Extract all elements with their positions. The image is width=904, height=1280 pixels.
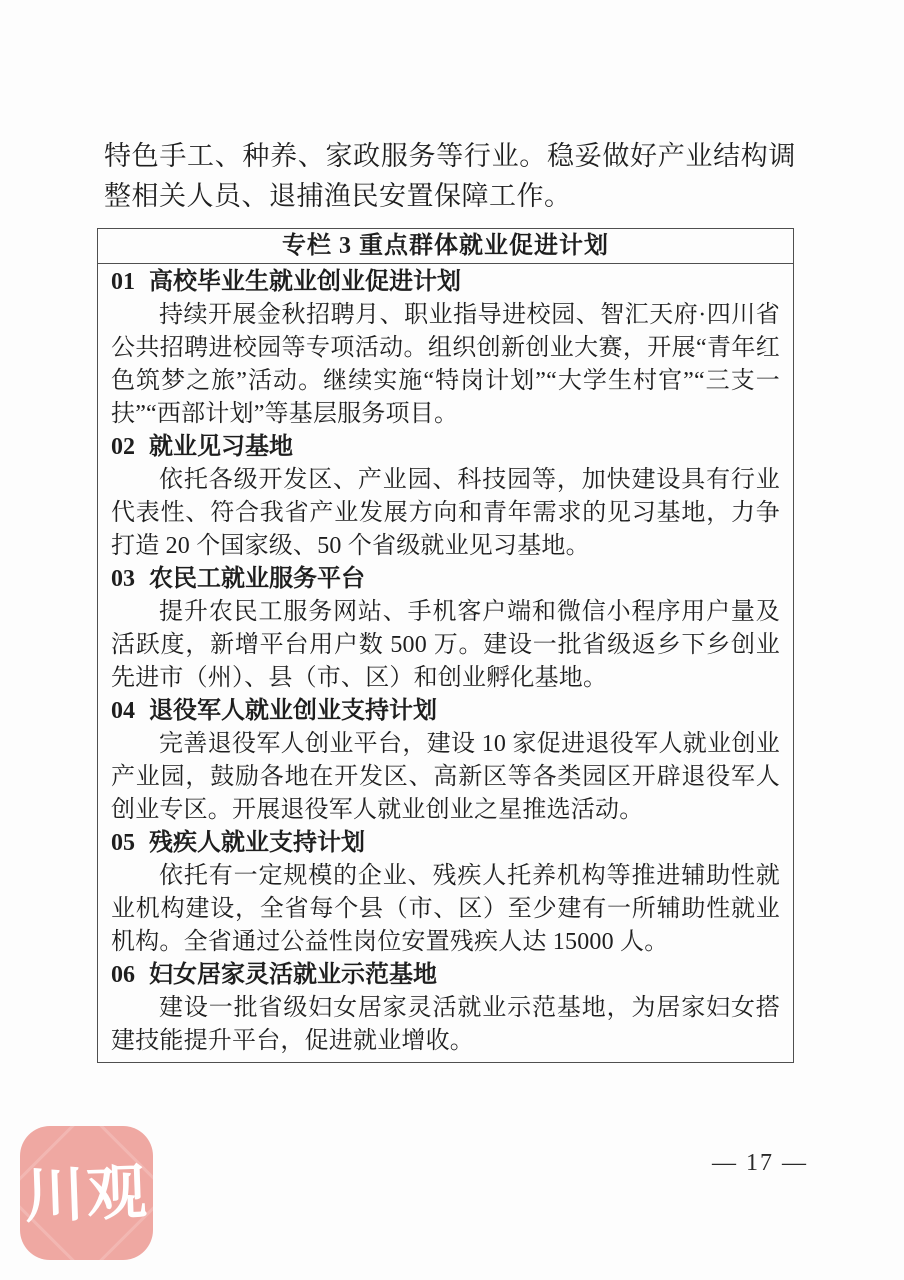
section-heading [111,959,780,992]
section-number: 01 [111,269,135,295]
section-heading [111,266,780,299]
section-number: 03 [111,566,135,592]
logo-text: 川观 [23,1157,150,1232]
page-number: — 17 — [712,1150,808,1176]
section-title: 就业见习基地 [149,434,293,460]
section-number: 04 [111,698,135,724]
box-section-06 [111,959,780,1058]
section-number: 05 [111,830,135,856]
section-number: 06 [111,962,135,988]
box-section-05 [111,827,780,959]
chuanguan-watermark-logo [20,1126,153,1260]
highlight-box [97,228,794,1063]
section-text: 依托各级开发区、产业园、科技园等，加快建设具有行业代表性、符合我省产业发展方向和青年需求的见习基地，力争打造 20 个国家级、50 个省级就业见习基地。 [111,467,780,559]
section-heading [111,563,780,596]
box-body [98,264,793,1058]
box-section-01 [111,266,780,431]
section-text: 建设一批省级妇女居家灵活就业示范基地，为居家妇女搭建技能提升平台，促进就业增收。 [111,995,780,1054]
section-text: 依托有一定规模的企业、残疾人托养机构等推进辅助性就业机构建设，全省每个县（市、区）至少建有一所辅助性就业机构。全省通过公益性岗位安置残疾人达 15000 人。 [111,863,780,955]
section-heading [111,827,780,860]
section-title: 退役军人就业创业支持计划 [149,698,437,724]
box-section-02 [111,431,780,563]
section-number: 02 [111,434,135,460]
section-title: 高校毕业生就业创业促进计划 [149,269,461,295]
section-title: 农民工就业服务平台 [149,566,365,592]
section-title: 残疾人就业支持计划 [149,830,365,856]
box-title: 专栏 3 重点群体就业促进计划 [98,229,793,264]
box-section-03 [111,563,780,695]
section-text: 持续开展金秋招聘月、职业指导进校园、智汇天府·四川省公共招聘进校园等专项活动。组织创新创业大赛，开展“青年红色筑梦之旅”活动。继续实施“特岗计划”“大学生村官”“三支一扶”“西部计划”等基层服务项目。 [111,302,780,427]
section-heading [111,695,780,728]
section-text: 完善退役军人创业平台，建设 10 家促进退役军人就业创业产业园，鼓励各地在开发区、高新区等各类园区开辟退役军人创业专区。开展退役军人就业创业之星推选活动。 [111,731,780,823]
section-text: 提升农民工服务网站、手机客户端和微信小程序用户量及活跃度，新增平台用户数 500 万。建设一批省级返乡下乡创业先进市（州）、县（市、区）和创业孵化基地。 [111,599,780,691]
intro-paragraph: 特色手工、种养、家政服务等行业。稳妥做好产业结构调整相关人员、退捕渔民安置保障工作。 [104,141,796,211]
box-section-04 [111,695,780,827]
section-title: 妇女居家灵活就业示范基地 [149,962,437,988]
section-heading [111,431,780,464]
